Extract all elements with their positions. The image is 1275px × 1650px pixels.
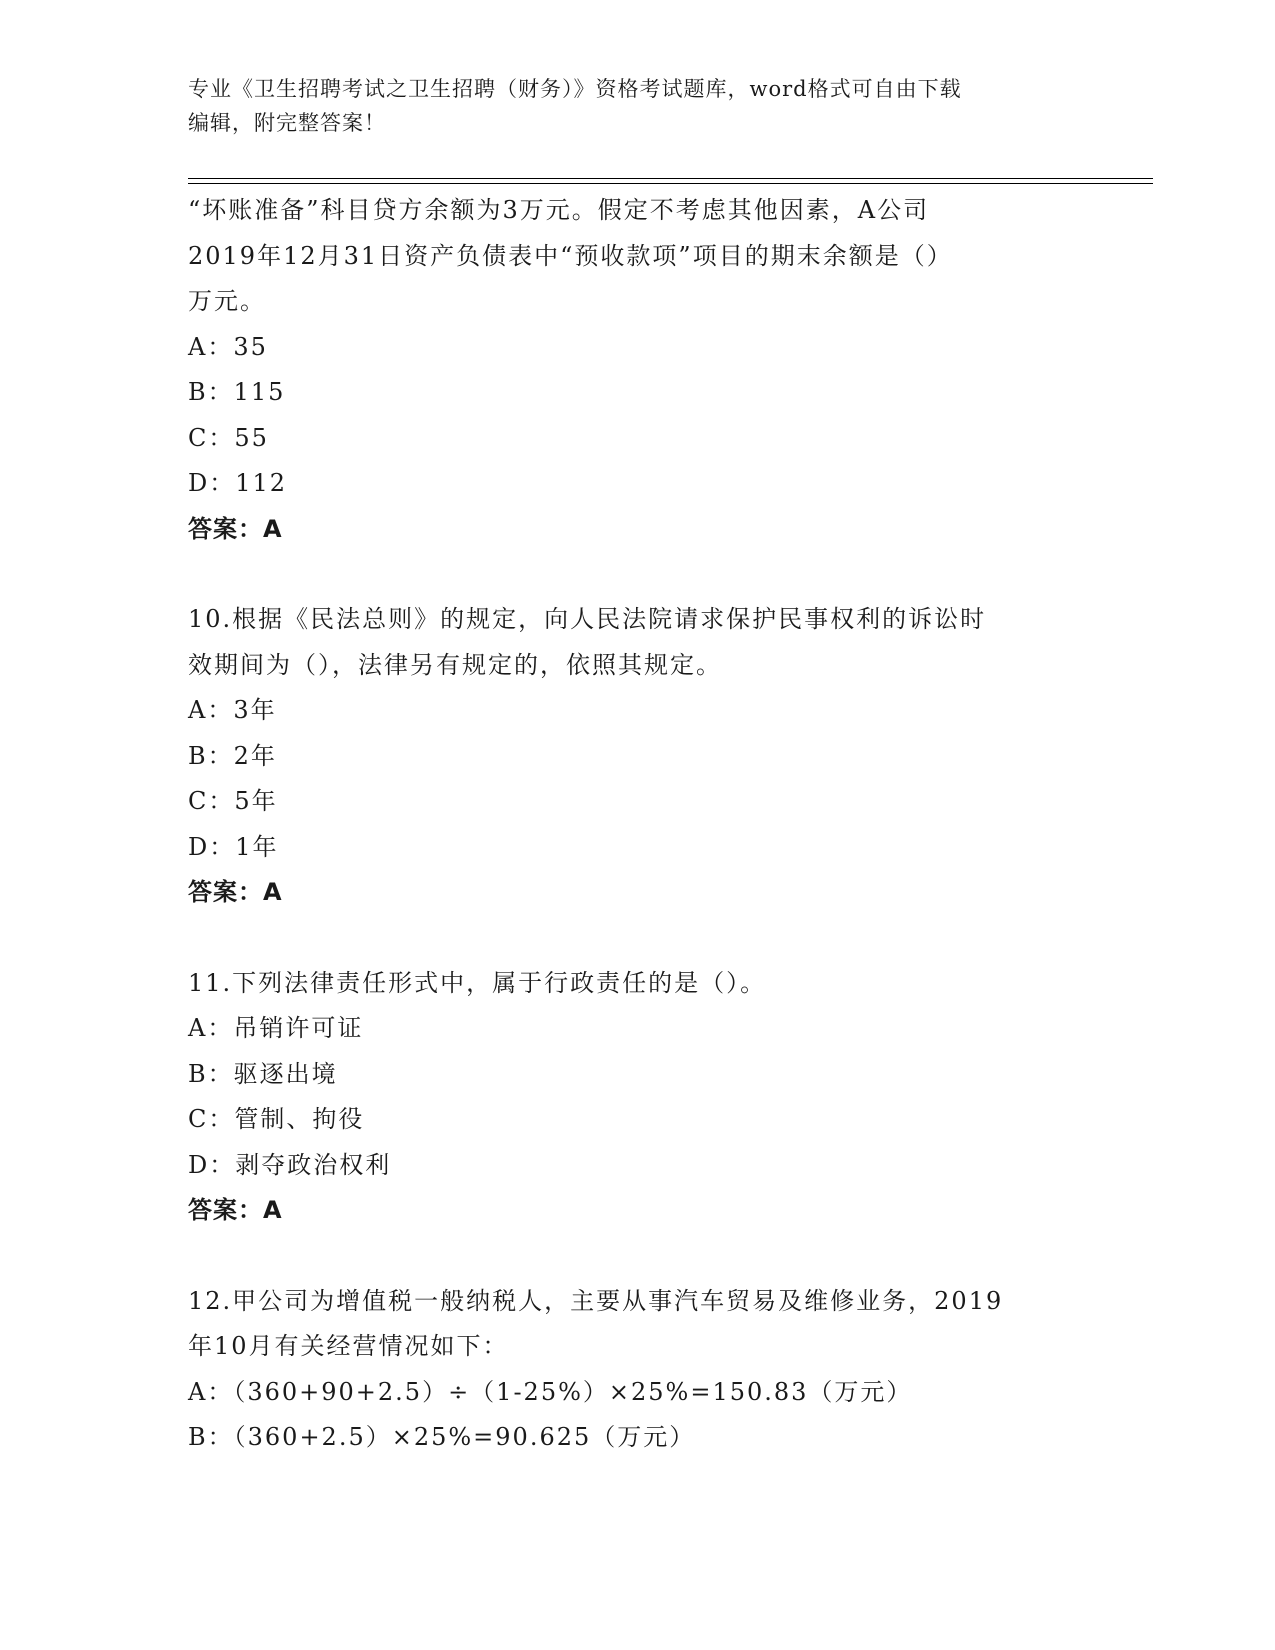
answer-line: 答案：A [188,514,283,543]
option-d: D：剥夺政治权利 [188,1150,392,1179]
question-stem-line: 年10月有关经营情况如下： [188,1332,509,1360]
option-c: C：5年 [188,787,278,815]
header-line-1: 专业《卫生招聘考试之卫生招聘（财务）》资格考试题库，word格式可自由下载 [188,77,962,101]
question-block-9 [188,188,1088,552]
option-b: B：115 [188,378,286,406]
question-stem-line: 11.下列法律责任形式中，属于行政责任的是（）。 [188,968,767,997]
option-c: C：管制、拘役 [188,1105,365,1133]
question-stem-line: 万元。 [188,287,266,315]
header-divider-top [188,178,1153,179]
option-d: D：112 [188,469,288,497]
question-stem-line: “坏账准备”科目贷方余额为3万元。假定不考虑其他因素，A公司 [188,196,930,224]
question-spacer [188,552,1088,597]
question-block-12 [188,1279,1088,1461]
option-c: C：55 [188,423,269,452]
option-b: B：驱逐出境 [188,1059,338,1088]
question-spacer [188,916,1088,961]
option-a: A：35 [188,332,268,361]
question-block-10 [188,597,1088,916]
question-stem-line: 2019年12月31日资产负债表中“预收款项”项目的期末余额是（） [188,241,953,270]
question-block-11 [188,961,1088,1234]
question-spacer [188,1234,1088,1279]
answer-line: 答案：A [188,1196,283,1224]
question-list [188,188,1088,1461]
option-a: A：吊销许可证 [188,1014,364,1042]
option-a: A：3年 [188,696,277,724]
option-d: D：1年 [188,832,279,861]
question-stem-line: 效期间为（），法律另有规定的，依照其规定。 [188,650,722,679]
option-b: B：（360+2.5）×25%=90.625（万元） [188,1423,696,1451]
option-a: A：（360+90+2.5）÷（1-25%）×25%=150.83（万元） [188,1377,913,1406]
header-line-2: 编辑，附完整答案！ [188,111,386,135]
option-b: B：2年 [188,741,277,770]
question-stem-line: 10.根据《民法总则》的规定，向人民法院请求保护民事权利的诉讼时 [188,605,987,633]
question-stem-line: 12.甲公司为增值税一般纳税人，主要从事汽车贸易及维修业务，2019 [188,1286,1004,1315]
header-divider-bottom [188,183,1153,184]
document-header [188,72,1068,140]
answer-line: 答案：A [188,878,283,906]
